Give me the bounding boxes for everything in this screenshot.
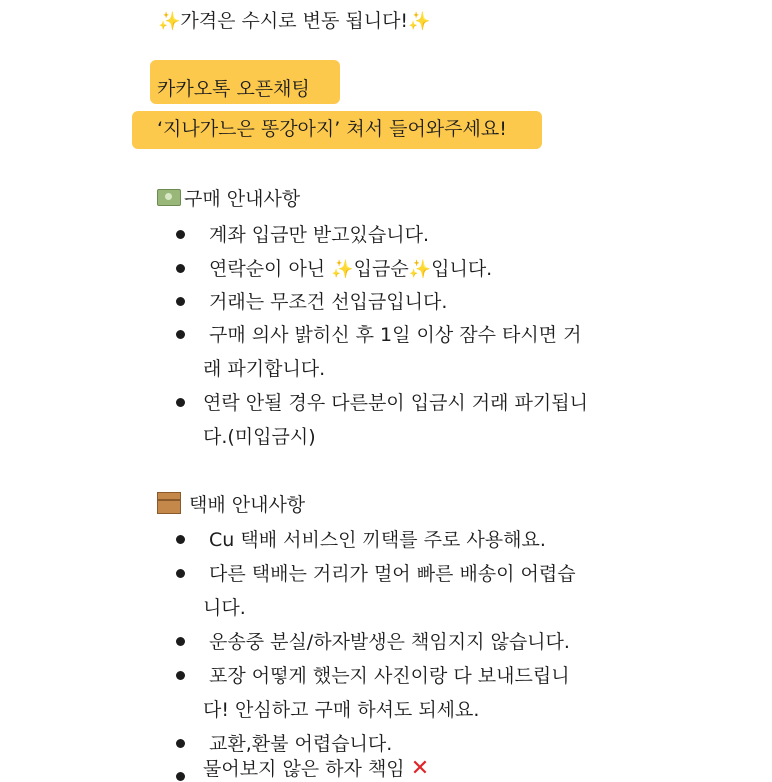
list-item: 거래는 무조건 선입금입니다. [209,291,448,313]
bullet [176,297,185,306]
list-item: 계좌 입금만 받고있습니다. [209,224,430,246]
bullet [176,637,185,646]
list-item: Cu 택배 서비스인 끼택를 주로 사용해요. [209,529,546,551]
bullet [176,230,185,239]
sparkles-icon: ✨ [331,259,354,280]
openchat-instruction: ‘지나가느은 똥강아지’ 쳐서 들어와주세요! [157,118,507,140]
bullet [176,569,185,578]
bullet [176,772,185,781]
bullet [176,671,185,680]
cross-mark-icon: ✕ [410,756,430,781]
list-item-continued: 니다. [203,597,246,619]
list-item: 물어보지 않은 하자 책임 ✕ [203,756,430,781]
list-item-continued: 다.(미입금시) [203,426,316,448]
list-item-continued: 다! 안심하고 구매 하셔도 되세요. [203,699,480,721]
bullet [176,264,185,273]
list-item: 연락 안될 경우 다른분이 입금시 거래 파기됩니 [203,392,588,414]
list-item: 연락순이 아닌 ✨입금순✨입니다. [209,258,493,280]
list-item: 구매 의사 밝히신 후 1일 이상 잠수 타시면 거 [209,324,582,346]
price-notice: ✨가격은 수시로 변동 됩니다!✨ [158,10,431,32]
list-item: 교환,환불 어렵습니다. [209,733,393,755]
bullet [176,535,185,544]
sparkles-icon: ✨ [408,11,431,32]
openchat-label: 카카오톡 오픈채팅 [157,78,310,100]
list-item: 다른 택배는 거리가 멀어 빠른 배송이 어렵습 [209,563,576,585]
delivery-section-title: 택배 안내사항 [157,492,305,518]
money-icon [157,189,181,206]
bullet [176,739,185,748]
bullet [176,330,185,339]
package-icon [157,492,181,514]
bullet [176,398,185,407]
purchase-section-title: 구매 안내사항 [157,186,300,212]
sparkles-icon: ✨ [158,11,181,32]
sparkles-icon: ✨ [408,259,432,280]
list-item: 포장 어떻게 했는지 사진이랑 다 보내드립니 [209,665,570,687]
list-item: 운송중 분실/하자발생은 책임지지 않습니다. [209,631,570,653]
list-item-continued: 래 파기합니다. [203,358,326,380]
